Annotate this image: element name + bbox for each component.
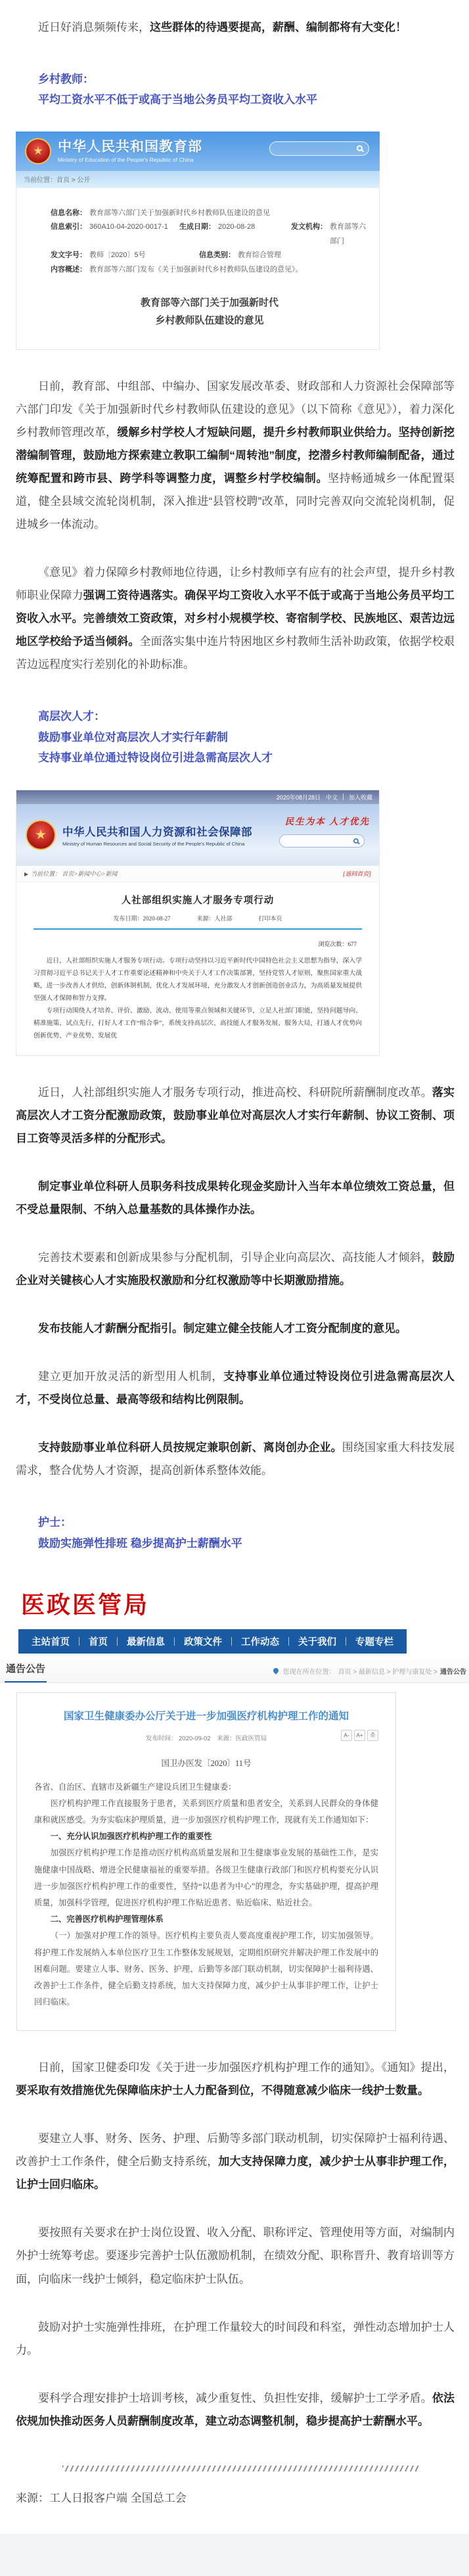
arrow-icon: ▶ — [24, 871, 29, 878]
info-row — [51, 263, 368, 277]
mohrss-document-title: 人社部组织实施人才服务专项行动 — [121, 895, 275, 906]
print-link[interactable]: 打印本页 — [258, 915, 282, 922]
location-pin-icon — [272, 1667, 279, 1674]
nhc-subheader — [0, 1654, 469, 1683]
tab-notices[interactable]: 通告公告 — [5, 1661, 47, 1682]
text-run: 鼓励对护士实施弹性排班，在护理工作量较大的时间段和科室，弹性动态增加护士人力。 — [16, 2320, 455, 2356]
breadcrumb[interactable] — [273, 1666, 466, 1682]
paragraph — [16, 2316, 455, 2362]
text-run-bold: 发布技能人才薪酬分配指引。制定建立健全技能人才工资分配制度的意见。 — [38, 1322, 407, 1335]
paragraph — [16, 2387, 455, 2433]
national-emblem-icon — [25, 138, 51, 164]
nav-separator — [117, 1637, 118, 1646]
text-run-bold: 缓解乡村学校人才短缺问题，提升乡村教师职业供给力。坚持创新挖潜编制管理，鼓励地方探索建立教职工编制“周转池”制度，挖潜乡村教师编制配备，通过统筹配置和跨市县、跨学科等调整力度，调整乡村学校编制。 — [16, 426, 455, 485]
moe-document-title — [51, 294, 368, 329]
paragraph — [16, 1436, 455, 1482]
info-label: 发文字号： — [51, 251, 87, 260]
info-label: 发文机构： — [291, 223, 328, 231]
nav-separator — [288, 1637, 289, 1646]
info-value: 教育综合管理 — [238, 251, 281, 260]
text-run: 日前，国家卫健委印发《关于进一步加强医疗机构护理工作的通知》。《通知》提出， — [38, 2061, 455, 2074]
info-row — [51, 249, 368, 262]
moe-title-block — [58, 139, 202, 163]
source-attribution: 来源：工人日报客户端 全国总工会 — [16, 2491, 187, 2504]
section-subtitle: 鼓励实施弹性排班 稳步提高护士薪酬水平 — [38, 1537, 242, 1550]
nhc-document-title: 国家卫生健康委办公厅关于进一步加强医疗机构护理工作的通知 — [63, 1711, 349, 1723]
info-value: 教师〔2020〕5号 — [89, 251, 146, 260]
breadcrumb[interactable]: 当前位置：首页 > 公开 — [16, 171, 380, 188]
moe-header — [16, 131, 380, 171]
nhc-document-meta — [34, 1733, 378, 1742]
paragraph — [16, 1175, 455, 1221]
topbar-lang-link[interactable]: 中文 — [325, 794, 338, 801]
text-run: 日前，教育部、中组部、中编办、国家发展改革委、财政部和人力资源社会保障部等六部门印发《关于加强新时代乡村教师队伍建设的意见》（以下简称《意见》），着力深化乡村教师管理改革， — [16, 380, 455, 439]
text-run-bold: 鼓励企业对关键核心人才实施股权激励和分红权激励等中长期激励措施。 — [16, 1251, 455, 1287]
text-run: 近日，人社部组织实施人才服务专项行动，推进高校、科研院所薪酬制度改革。 — [38, 1086, 432, 1099]
document-paragraph: 专项行动围绕人才培养、评价、激励、流动、使用等重点领域和关键环节，立足人社部门职能，坚持问题导向、精准施策、试点先行，打好人才工作“组合拳”，系统支持高层次、高技能人才服务发展、服务大局，打通人才优势向创新优势、产业优势、发展优 — [34, 1007, 362, 1040]
divider-line — [34, 928, 362, 930]
source-label: 来源：人社部 — [196, 915, 233, 922]
mohrss-site-title: 中华人民共和国人力资源和社会保障部 — [62, 826, 252, 838]
document-paragraph: 医疗机构护理工作直接服务于患者，关系到医疗质量和患者安全，关系到人民群众的身体健康和就医感受。为夯实临床护理质量，进一步加强医疗机构护理工作，现就有关工作通知如下： — [34, 1798, 378, 1825]
nhc-nav-bar — [18, 1629, 407, 1654]
section-title: 高层次人才： — [38, 710, 105, 723]
moe-website-screenshot — [16, 131, 380, 350]
section-teachers-heading — [16, 69, 455, 110]
paragraph — [16, 1081, 455, 1150]
document-paragraph: 各省、自治区、直辖市及新疆生产建设兵团卫生健康委： — [34, 1782, 236, 1792]
section-subtitle: 鼓励事业单位对高层次人才实行年薪制 — [38, 730, 228, 744]
document-heading: 一、充分认识加强医疗机构护理工作的重要性 — [50, 1832, 212, 1842]
nav-item-policy[interactable]: 政策文件 — [184, 1637, 222, 1648]
text-run-bold: 要采取有效措施优先保障临床护士人力配备到位，不得随意减少临床一线护士数量。 — [16, 2084, 429, 2097]
text-run: 要建立人事、财务、医务、护理、后勤等多部门联动机制，切实保障护士福利待遇、改善护士工作条件，健全后勤支持系统， — [16, 2132, 455, 2168]
breadcrumb[interactable] — [24, 869, 118, 878]
moe-document-info — [16, 188, 380, 350]
search-icon — [357, 145, 363, 151]
text-run: 要按照有关要求在护士岗位设置、收入分配、职称评定、管理使用等方面，对编制内外护士统筹考虑。要逐步完善护士队伍激励机制，在绩效分配、职称晋升、教育培训等方面，向临床一线护士倾斜，稳定临床护士队伍。 — [16, 2226, 455, 2285]
mohrss-slogan: 民生为本 人才优先 — [284, 816, 370, 826]
mohrss-document — [16, 882, 379, 1056]
paragraph — [16, 1317, 455, 1340]
paragraph — [16, 375, 455, 536]
nav-item-updates[interactable]: 工作动态 — [241, 1637, 279, 1648]
national-emblem-icon — [26, 820, 56, 850]
document-heading: 二、完善医疗机构护理管理体系 — [50, 1915, 164, 1924]
nav-item-special[interactable]: 专题专栏 — [355, 1637, 393, 1648]
star-glyph: ★ — [35, 828, 47, 843]
hatched-divider — [62, 2466, 420, 2471]
section-title: 乡村教师： — [38, 73, 94, 86]
section-title: 护士： — [38, 1516, 72, 1529]
publish-date: 发布日期：2020-08-27 — [113, 915, 171, 922]
info-value: 教育部等六部门发布《关于加强新时代乡村教师队伍建设的意见》。 — [89, 265, 303, 274]
font-larger-button[interactable]: A+ — [354, 1730, 365, 1741]
document-number: 国卫办医发〔2020〕11号 — [161, 1758, 252, 1768]
nhc-site-header — [0, 1577, 469, 1629]
document-paragraph: 近日，人社部组织实施人才服务专项行动。专项行动坚持以习近平新时代中国特色社会主义思想为指导，深入学习贯彻习近平总书记关于人才工作重要论述精神和中央关于人才工作决策部署，坚持党管人才原则，聚焦国家重大战略，进一步改善人才供给，创新体制机制，优化人才发展环境，充分激发人才创新创造创业活力，为高质量发展提供坚强人才保障和智力支撑。 — [34, 957, 362, 1002]
text-run: 要科学合理安排护士培训考核，减少重复性、负担性安排，缓解护士工学矛盾。 — [38, 2391, 432, 2404]
info-label: 信息名称： — [51, 208, 87, 217]
info-label: 生成日期： — [179, 223, 216, 231]
info-value: 360A10-04-2020-0017-1 — [89, 223, 168, 231]
topbar-date: 2020年08月28日 — [276, 794, 321, 801]
topbar-divider — [343, 794, 344, 800]
text-run-bold: 支持鼓励事业单位科研人员按规定兼职创新、离岗创办企业。 — [38, 1441, 342, 1454]
section-talent-heading — [16, 706, 455, 768]
nav-item-home-main[interactable]: 主站首页 — [32, 1637, 70, 1648]
view-count: 浏览次数：677 — [318, 940, 357, 947]
print-icon[interactable]: ⎙ — [367, 1730, 378, 1741]
text-run: 《意见》着力保障乡村教师地位待遇，让乡村教师享有应有的社会声望，提升乡村教师职业保障力 — [16, 566, 455, 602]
breadcrumb-text: 当前位置： 首页>新闻中心>新闻 — [31, 871, 118, 878]
nhc-document — [16, 1692, 396, 2031]
nav-item-home[interactable]: 首页 — [89, 1637, 108, 1648]
page-footer — [0, 2534, 469, 2576]
font-smaller-button[interactable]: A- — [341, 1730, 352, 1741]
paragraph — [16, 1365, 455, 1411]
search-icon — [353, 838, 359, 844]
section-subtitle: 支持事业单位通过特设岗位引进急需高层次人才 — [38, 751, 273, 765]
moe-site-title: 中华人民共和国教育部 — [58, 139, 202, 155]
info-row — [51, 206, 368, 220]
text-run-bold: 制定事业单位科研人员职务科技成果转化现金奖励计入当年本单位绩效工资总量，但不受总量限制、不纳入总量基数的具体操作办法。 — [16, 1180, 455, 1216]
text-run: 完善技术要素和创新成果参与分配机制，引导企业向高层次、高技能人才倾斜， — [38, 1251, 432, 1264]
text-run-bold: 依法依规加快推动医务人员薪酬制度改革，建立动态调整机制，稳步提高护士薪酬水平。 — [16, 2391, 455, 2427]
search-input[interactable] — [279, 834, 365, 847]
document-tools — [341, 1730, 378, 1741]
info-label: 内容概述： — [51, 265, 87, 274]
topbar-favorite-link[interactable]: 加入收藏 — [348, 794, 372, 801]
mohrss-site-subtitle: Ministry of Human Resources and Social Security of the People's Republic of China — [62, 840, 245, 847]
mohrss-topbar — [16, 790, 379, 804]
moe-site-subtitle: Ministry of Education of the People's Republic of China — [58, 156, 194, 163]
text-run-bold: 强调工资待遇落实。确保平均工资收入水平不低于或高于当地公务员平均工资收入水平。完善绩效工资政策，对乡村小规模学校、寄宿制学校、民族地区、艰苦边远地区学校给予适当倾斜。 — [16, 589, 455, 648]
nav-separator — [174, 1637, 175, 1646]
mohrss-header — [16, 804, 379, 866]
document-paragraph: 加强医疗机构护理工作是推动医疗机构高质量发展和卫生健康事业发展的基础性工作，是实施健康中国战略、增进全民健康福祉的重要举措。各级卫生健康行政部门和医疗机构要充分认识进一步加强医疗机构护理工作的重要性，坚持“以患者为中心”的理念，夯实基础护理，提高护理质量，加强科学管理，促进医疗机构护理工作贴近患者、贴近临床、贴近社会。 — [34, 1848, 378, 1907]
text-run: 建立更加开放灵活的新型用人机制， — [38, 1370, 224, 1383]
info-row — [51, 220, 368, 249]
nav-item-latest[interactable]: 最新信息 — [127, 1637, 165, 1648]
paragraph — [16, 2056, 455, 2102]
text-run: 坚持畅通城乡一体配置渠道，健全县域交流轮岗机制，深入推进“县管校聘”改革，同时完善双向交流轮岗机制，促进城乡一体流动。 — [16, 472, 455, 531]
text-run: 围绕国家重大科技发展需求，整合优势人才资源，提高创新体系整体效能。 — [16, 1441, 455, 1477]
nav-item-about[interactable]: 关于我们 — [298, 1637, 336, 1648]
info-value: 教育部等六部门 — [330, 223, 367, 245]
breadcrumb-path: 首页 > 最新信息 > 护理与康复处 > — [338, 1669, 437, 1677]
breadcrumb-prefix: 您现在所在位置： — [282, 1669, 336, 1677]
text-run-bold: 落实高层次人才工资分配激励政策，鼓励事业单位对高层次人才实行年薪制、协议工资制、项目工资等灵活多样的分配形式。 — [16, 1086, 455, 1145]
intro-paragraph — [16, 16, 455, 39]
paragraph — [16, 2221, 455, 2290]
search-input[interactable] — [269, 141, 369, 156]
mohrss-title-block — [62, 823, 252, 847]
nav-separator — [231, 1637, 232, 1646]
doc-title-line: 乡村教师队伍建设的意见 — [155, 315, 264, 327]
mohrss-breadcrumb-row — [16, 866, 379, 882]
doc-title-line: 教育部等六部门关于加强新时代 — [140, 297, 279, 309]
section-nurses-heading — [16, 1512, 455, 1554]
text-run: 全面落实集中连片特困地区乡村教师生活补助政策，依据学校艰苦边远程度实行差别化的补助标准。 — [16, 635, 455, 671]
text-run-bold: 加大支持保障力度，减少护士从事非护理工作，让护士回归临床。 — [16, 2155, 455, 2191]
mohrss-website-screenshot — [16, 790, 380, 1057]
paragraph — [16, 561, 455, 676]
mohrss-document-meta — [34, 914, 362, 922]
info-label: 信息类别： — [199, 251, 235, 260]
info-value: 教育部等六部门关于加强新时代乡村教师队伍建设的意见 — [89, 208, 270, 217]
paragraph — [16, 1246, 455, 1292]
nhc-site-title: 医政医管局 — [21, 1591, 150, 1619]
paragraph — [16, 2127, 455, 2196]
section-subtitle: 平均工资水平不低于或高于当地公务员平均工资收入水平 — [38, 93, 317, 107]
publish-meta: 发布时间： 2020-09-02 来源：医政医管局 — [145, 1734, 267, 1742]
info-value: 2020-08-28 — [218, 223, 256, 231]
nhc-website-screenshot — [0, 1577, 469, 2031]
star-glyph: ★ — [33, 144, 43, 157]
breadcrumb-current: 通告公告 — [440, 1669, 466, 1677]
back-home-link[interactable]: [返回首页] — [342, 871, 371, 878]
text-run-bold: 这些群体的待遇要提高，薪酬、编制都将有大变化！ — [150, 21, 407, 34]
text-run-bold: 支持事业单位通过特设岗位引进急需高层次人才，不受岗位总量、最高等级和结构比例限制。 — [16, 1370, 455, 1406]
document-paragraph: （一）加强对护理工作的领导。医疗机构主要负责人要高度重视护理工作，切实加强领导。将护理工作发展纳入本单位医疗卫生工作整体发展规划，定期组织研究并解决护理工作发展中的困难问题。要建立人事、财务、医务、护理、后勤等多部门联动机制，切实保障护士福利待遇、改善护士工作条件，健全后勤支持系统，加大支持保障力度，减少护士从事非护理工作，让护士回归临床。 — [34, 1931, 378, 2007]
text-run: 近日好消息频频传来， — [38, 21, 150, 34]
info-label: 信息索引： — [51, 223, 87, 231]
